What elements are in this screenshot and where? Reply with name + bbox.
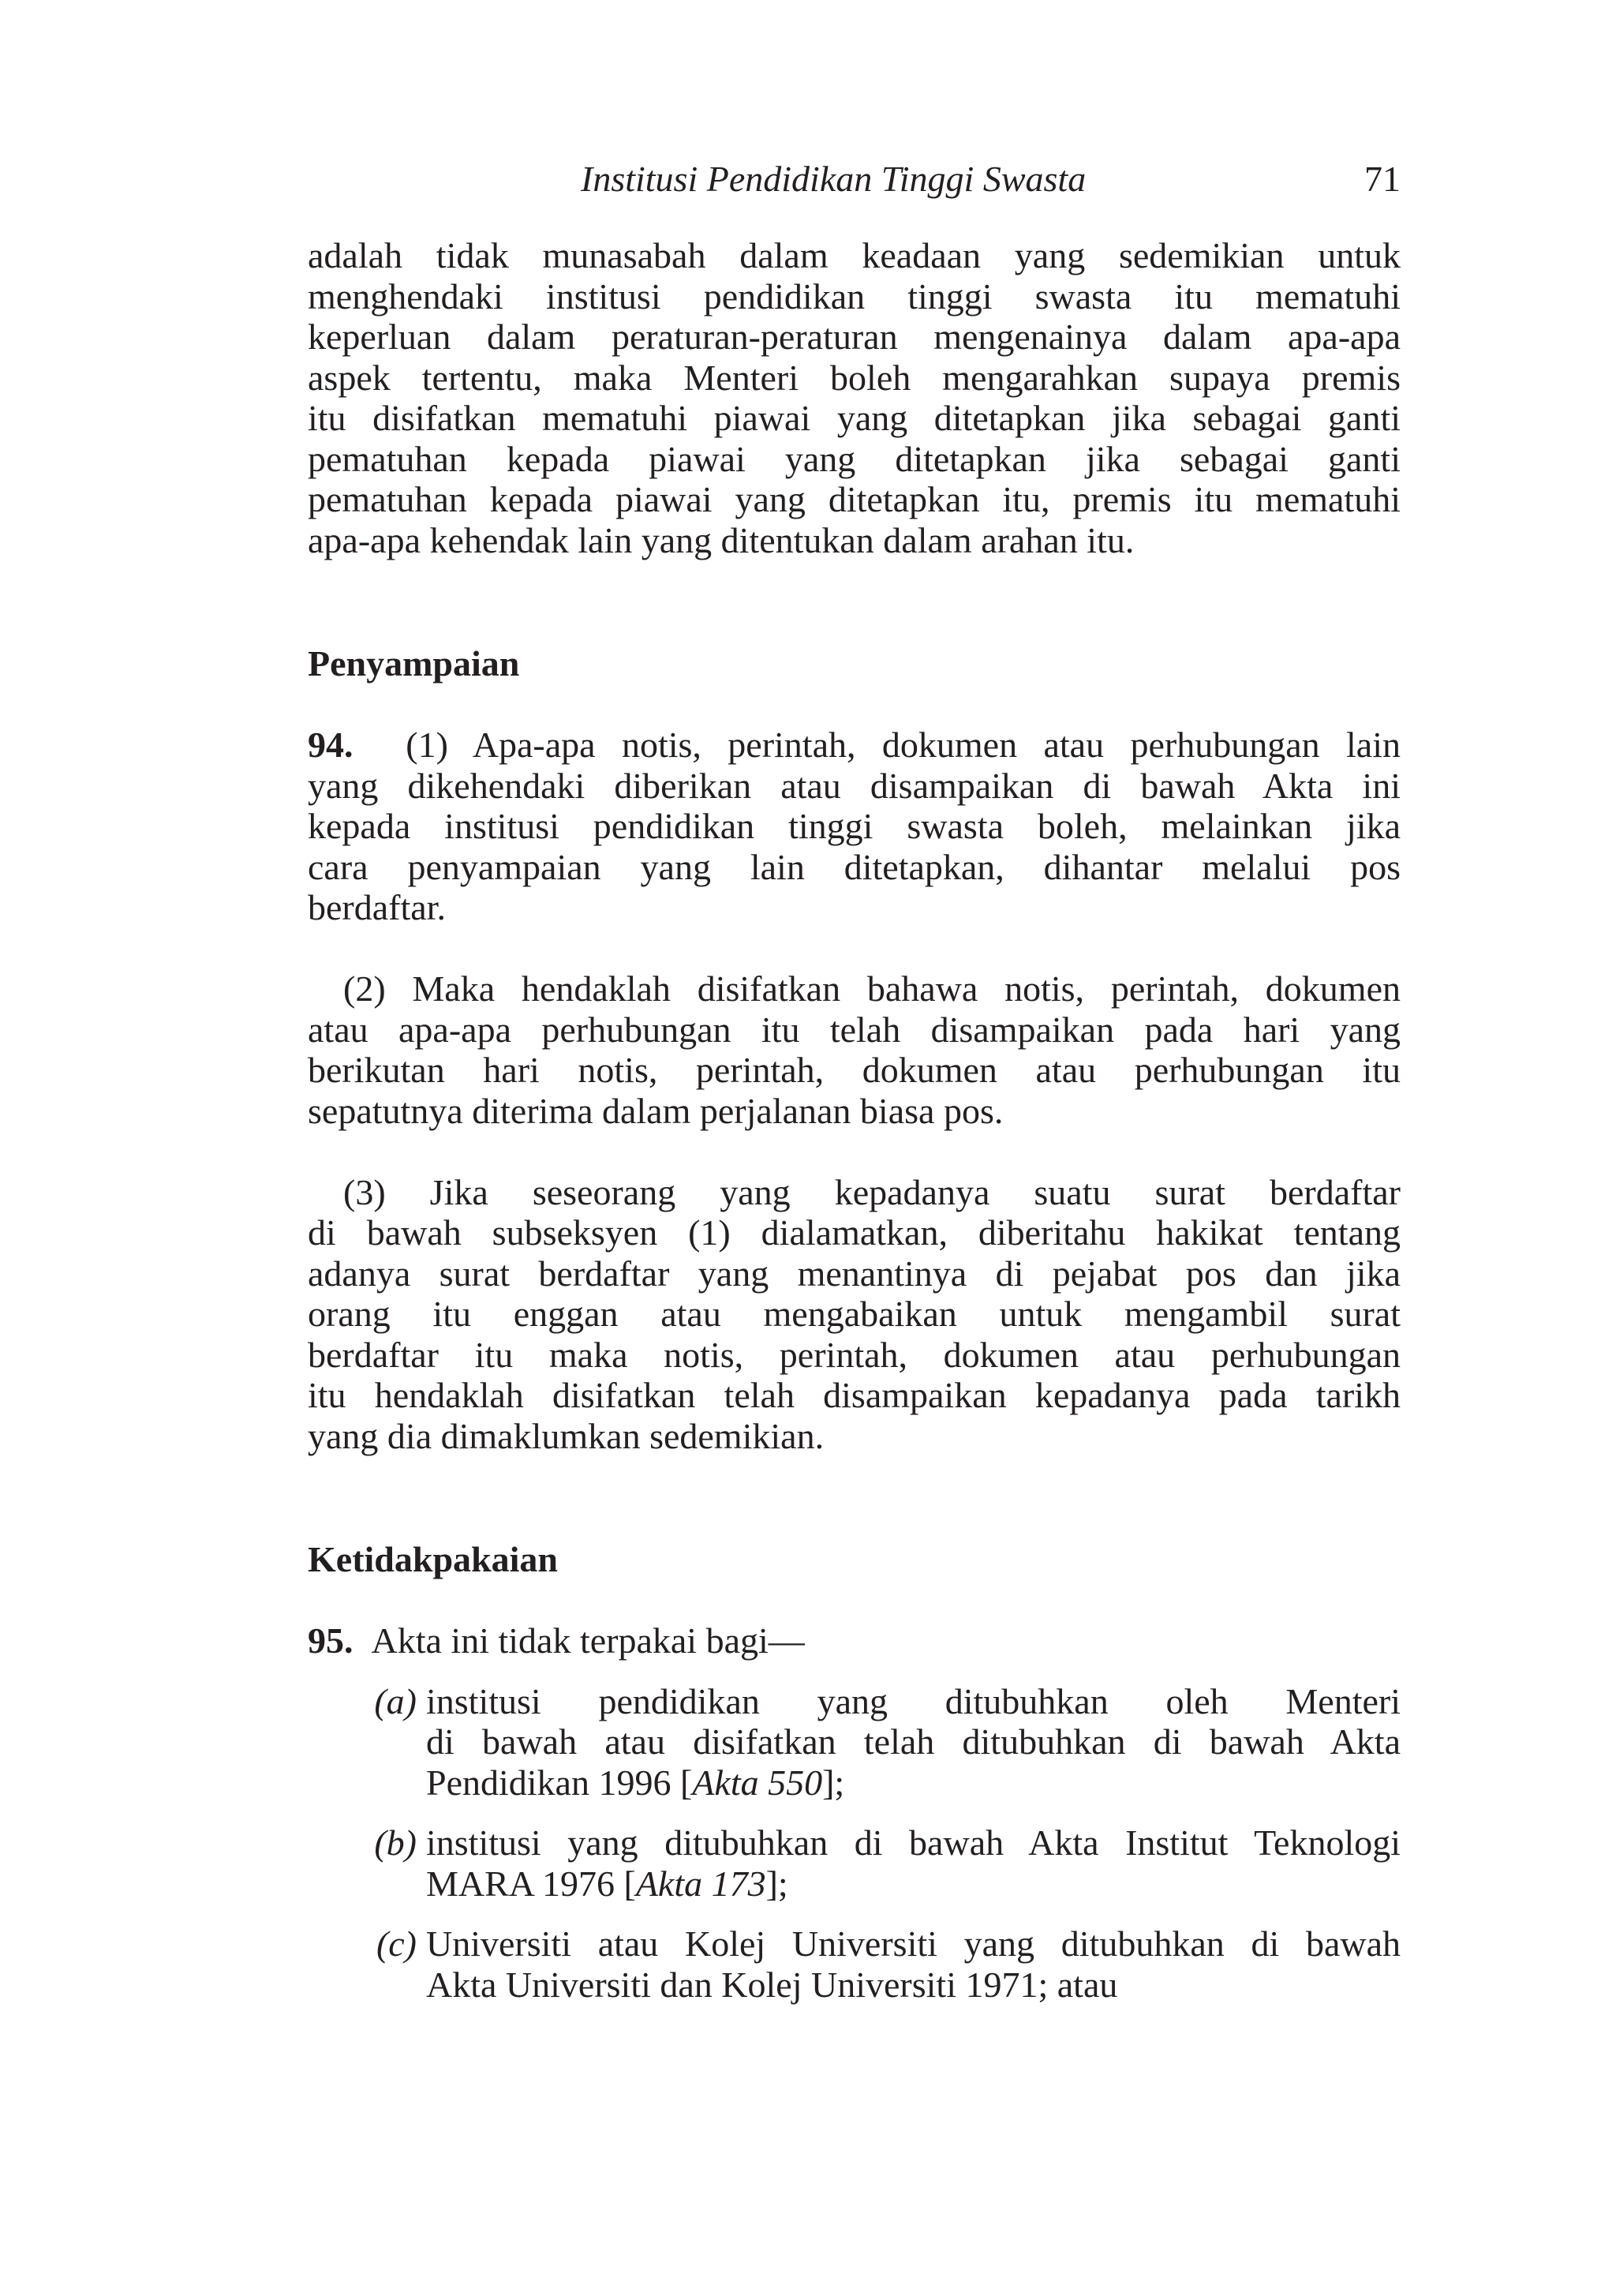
text-line: aspek tertentu, maka Menteri boleh mengarahkan supaya premis	[308, 357, 1401, 398]
list-item-c	[308, 1923, 1401, 2005]
text-line: (2) Maka hendaklah disifatkan bahawa notis, perintah, dokumen	[343, 968, 1401, 1009]
text-line: kepada institusi pendidikan tinggi swasta boleh, melainkan jika	[308, 806, 1401, 846]
document-body	[308, 235, 1401, 2005]
item-text-end: Akta Universiti dan Kolej Universiti 1971; atau	[426, 1964, 1118, 2005]
item-label: (c)	[376, 1923, 417, 1964]
text-line: yang dia dimaklumkan sedemikian.	[308, 1415, 825, 1456]
citation-suffix: ];	[822, 1762, 845, 1803]
text-line: berdaftar itu maka notis, perintah, dokumen atau perhubungan	[308, 1334, 1401, 1375]
text-line: yang dikehendaki diberikan atau disampaikan di bawah Akta ini	[308, 765, 1401, 806]
section-heading: Penyampaian	[308, 643, 520, 684]
text-line: keperluan dalam peraturan-peraturan mengenainya dalam apa-apa	[308, 316, 1401, 357]
section-94-subsection-1	[308, 725, 1401, 928]
section-heading: Ketidakpakaian	[308, 1539, 558, 1579]
text-line: itu disifatkan mematuhi piawai yang ditetapkan jika sebagai ganti	[308, 398, 1401, 438]
text-line: cara penyampaian yang lain ditetapkan, dihantar melalui pos	[308, 846, 1401, 887]
text-line: apa-apa kehendak lain yang ditentukan dalam arahan itu.	[308, 519, 1135, 560]
text-line: itu hendaklah disifatkan telah disampaikan kepadanya pada tarikh	[308, 1375, 1401, 1415]
citation-prefix: MARA 1976 [	[426, 1863, 636, 1904]
text-line: institusi pendidikan yang ditubuhkan oleh Menteri	[426, 1680, 1401, 1721]
running-title: Institusi Pendidikan Tinggi Swasta	[581, 159, 1087, 199]
item-label: (a)	[374, 1680, 417, 1721]
text-line: adalah tidak munasabah dalam keadaan yang sedemikian untuk	[308, 235, 1401, 275]
text-line	[426, 1762, 1401, 1803]
text-line: berikutan hari notis, perintah, dokumen atau perhubungan itu	[308, 1050, 1401, 1090]
text-line: berdaftar.	[308, 887, 446, 927]
text-line: atau apa-apa perhubungan itu telah disampaikan pada hari yang	[308, 1009, 1401, 1050]
page-header	[308, 158, 1401, 205]
text-line: Universiti atau Kolej Universiti yang ditubuhkan di bawah	[426, 1923, 1401, 1964]
text-line	[426, 1965, 1401, 2006]
item-label: (b)	[374, 1822, 417, 1863]
text-line: menghendaki institusi pendidikan tinggi swasta itu mematuhi	[308, 275, 1401, 316]
text-line: pematuhan kepada piawai yang ditetapkan itu, premis itu mematuhi	[308, 479, 1401, 519]
text-line: sepatutnya diterima dalam perjalanan biasa pos.	[308, 1090, 1004, 1131]
section-94-subsection-3	[308, 1172, 1401, 1457]
text-line: institusi yang ditubuhkan di bawah Akta Institut Teknologi	[426, 1822, 1401, 1863]
text-line: di bawah atau disifatkan telah ditubuhkan di bawah Akta	[426, 1721, 1401, 1762]
text-line: di bawah subseksyen (1) dialamatkan, diberitahu hakikat tentang	[308, 1212, 1401, 1253]
section-95-lead	[308, 1620, 1401, 1661]
list-item-b	[308, 1822, 1401, 1904]
text-line: pematuhan kepada piawai yang ditetapkan jika sebagai ganti	[308, 438, 1401, 479]
section-number: 95.	[308, 1620, 354, 1661]
section-94-subsection-2	[308, 968, 1401, 1131]
section-number: 94.	[308, 725, 354, 765]
first-line-text: (1) Apa-apa notis, perintah, dokumen atau perhubungan lain	[406, 725, 1401, 765]
text-line: adanya surat berdaftar yang menantinya di pejabat pos dan jika	[308, 1253, 1401, 1294]
page-number: 71	[1364, 159, 1401, 199]
act-citation: Akta 550	[692, 1762, 823, 1803]
citation-suffix: ];	[765, 1863, 788, 1904]
citation-prefix: Pendidikan 1996 [	[426, 1762, 693, 1803]
text-line: (3) Jika seseorang yang kepadanya suatu surat berdaftar	[343, 1171, 1401, 1212]
text-line	[308, 725, 1401, 766]
text-line	[426, 1863, 1401, 1905]
list-item-a	[308, 1681, 1401, 1803]
act-citation: Akta 173	[635, 1863, 766, 1904]
text-line: orang itu enggan atau mengabaikan untuk mengambil surat	[308, 1294, 1401, 1334]
intro-paragraph	[308, 235, 1401, 560]
lead-text: Akta ini tidak terpakai bagi—	[371, 1620, 805, 1661]
